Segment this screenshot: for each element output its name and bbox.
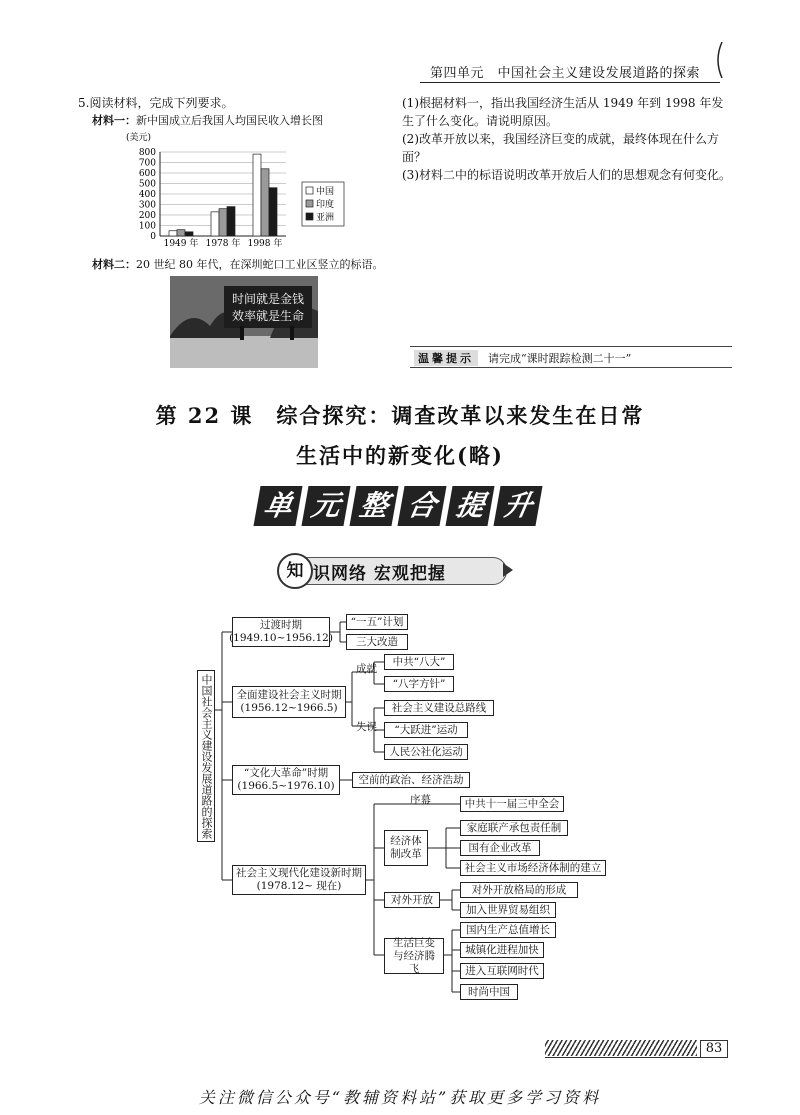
footer-hatch <box>545 1040 697 1056</box>
period-range: (1956.12~1966.5) <box>240 702 338 714</box>
period-range: (1978.12~ 现在) <box>256 880 342 892</box>
chart-xtick-label: 1998 年 <box>247 239 283 249</box>
node-wto: 加入世界贸易组织 <box>460 902 556 918</box>
node-opening-pattern: 对外开放格局的形成 <box>460 882 578 898</box>
node-three-transformations: 三大改造 <box>346 634 408 650</box>
exercise-title: 5.阅读材料，完成下列要求。 <box>78 96 234 110</box>
lesson-title-line1: 第 22 课 综合探究：调查改革以来发生在日常 <box>155 403 645 428</box>
node-soe-reform: 国有企业改革 <box>460 840 540 856</box>
group-economic-reform: 经济体制改革 <box>384 830 428 866</box>
slogan-line-2: 效率就是生命 <box>231 309 305 323</box>
label-success: 成就 <box>356 663 377 675</box>
period-cultural-revolution <box>232 765 340 795</box>
node-five-year-plan: “一五”计划 <box>346 614 408 630</box>
banner-char: 整 <box>349 486 398 526</box>
material1-text: 新中国成立后我国人均国民收入增长图 <box>136 114 323 127</box>
group-life-changes: 生活巨变与经济腾飞 <box>384 938 444 974</box>
banner-char: 合 <box>397 486 446 526</box>
chart-ylabel: (美元) <box>126 133 152 143</box>
period-modernization <box>232 865 366 895</box>
material2-label: 材料二： <box>92 258 136 271</box>
label-mistake: 失误 <box>356 721 377 733</box>
period-transition <box>229 617 333 647</box>
node-internet-era: 进入互联网时代 <box>460 963 544 979</box>
footer-rule <box>545 1057 728 1058</box>
node-great-leap: “大跃进”运动 <box>384 722 468 738</box>
chart-legend-entry: 印度 <box>316 200 335 210</box>
unit-header: 第四单元 中国社会主义建设发展道路的探索 <box>430 66 701 81</box>
node-market-economy: 社会主义市场经济体制的建立 <box>460 860 606 876</box>
label-prelude: 序幕 <box>410 794 431 806</box>
node-urbanization: 城镇化进程加快 <box>460 942 544 958</box>
banner-char: 提 <box>445 486 494 526</box>
period-title: 社会主义现代化建设新时期 <box>236 867 362 879</box>
mindmap-root-text: 中国社会主义建设发展道路的探索 <box>200 673 213 839</box>
period-range: (1966.5~1976.10) <box>237 780 335 792</box>
node-eighth-congress: 中共“八大” <box>384 654 454 670</box>
chart-xtick-label: 1949 年 <box>163 239 199 249</box>
page-number: 83 <box>700 1040 728 1057</box>
bottom-note: 关注微信公众号“教辅资料站”获取更多学习资料 <box>198 1088 602 1107</box>
chart-ytick-label: 0 <box>150 232 156 242</box>
material2-text: 20 世纪 80 年代，在深圳蛇口工业区竖立的标语。 <box>136 258 384 271</box>
chart-legend-entry: 中国 <box>316 187 335 197</box>
chart-ytick-label: 100 <box>138 221 156 232</box>
section-heading-text: 识网络 宏观把握 <box>313 564 446 584</box>
lesson-title-line2: 生活中的新变化(略) <box>296 443 504 468</box>
slogan-line-1: 时间就是金钱 <box>231 292 305 306</box>
period-comprehensive-construction <box>232 686 346 718</box>
node-peoples-commune: 人民公社化运动 <box>384 744 468 760</box>
node-general-line: 社会主义建设总路线 <box>384 700 494 716</box>
node-eight-char-policy: “八字方针” <box>384 676 454 692</box>
chart-ytick-label: 300 <box>138 200 156 211</box>
tip-text: 请完成“课时跟踪检测二十一” <box>488 352 632 365</box>
chart-ytick-label: 600 <box>138 169 156 179</box>
node-gdp-growth: 国内生产总值增长 <box>460 922 556 938</box>
node-third-plenum: 中共十一届三中全会 <box>460 796 564 812</box>
mindmap-root <box>197 670 215 842</box>
chart-ytick-label: 500 <box>138 179 156 190</box>
period-range: (1949.10~1956.12) <box>229 632 333 644</box>
chart-ytick-label: 800 <box>138 148 156 158</box>
question-3: (3)材料二中的标语说明改革开放后人们的思想观念有何变化。 <box>402 168 732 182</box>
banner-char: 升 <box>493 486 542 526</box>
tip-tag: 温馨提示 <box>414 350 478 366</box>
period-title: 过渡时期 <box>260 619 302 631</box>
question-1: (1)根据材料一，指出我国经济生活从 1949 年到 1998 年发生了什么变化。请说明原因。 <box>402 96 724 128</box>
group-opening-up: 对外开放 <box>384 892 440 908</box>
banner-char: 元 <box>301 486 350 526</box>
node-household-contract: 家庭联产承包责任制 <box>460 820 568 836</box>
period-title: 全面建设社会主义时期 <box>236 689 342 701</box>
question-2: (2)改革开放以来，我国经济巨变的成就，最终体现在什么方面？ <box>402 132 720 164</box>
period-title: “文化大革命”时期 <box>243 767 329 779</box>
node-catastrophe: 空前的政治、经济浩劫 <box>352 772 470 788</box>
chart-ytick-label: 400 <box>138 190 156 200</box>
chart-ytick-label: 200 <box>138 211 156 221</box>
chart-legend-entry: 亚洲 <box>316 213 335 223</box>
chart-ytick-label: 700 <box>138 158 156 169</box>
node-fashion-china: 时尚中国 <box>460 984 518 1000</box>
material1-label: 材料一： <box>92 114 136 127</box>
section-circle: 知 <box>277 553 313 589</box>
banner-char: 单 <box>253 486 302 526</box>
chart-xtick-label: 1978 年 <box>205 239 241 249</box>
